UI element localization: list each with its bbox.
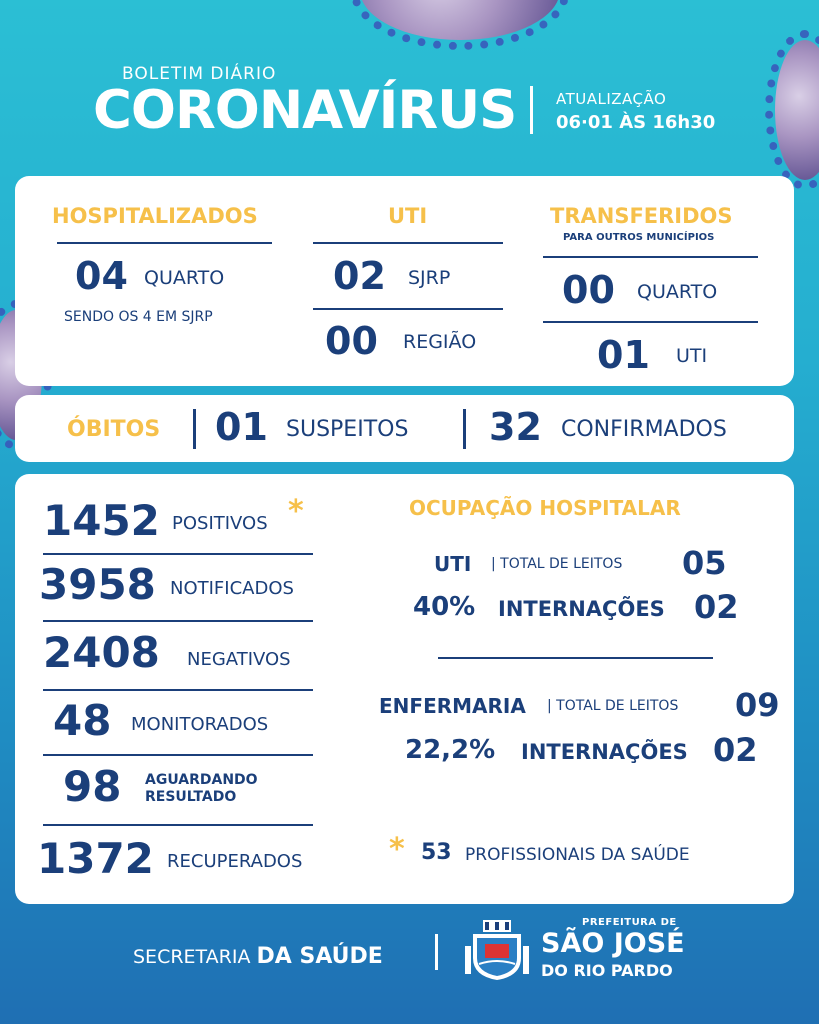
uti-sjrp-count: 02	[333, 254, 386, 298]
hospital-status-card	[15, 176, 794, 386]
uti-region-label: REGIÃO	[403, 331, 477, 353]
occupancy-ward-intern: 02	[713, 731, 758, 769]
footer-department	[133, 944, 383, 969]
stats-divider-1	[43, 553, 313, 555]
hospitalized-count: 04	[75, 254, 128, 298]
occupancy-divider	[438, 657, 713, 659]
update-label: ATUALIZAÇÃO	[556, 90, 667, 108]
bulletin-label: BOLETIM DIÁRIO	[122, 64, 277, 84]
awaiting-label-1: AGUARDANDO	[145, 772, 258, 788]
hospitalized-title: HOSPITALIZADOS	[52, 204, 258, 228]
uti-region-count: 00	[325, 319, 378, 363]
occupancy-ward-total-label: | TOTAL DE LEITOS	[547, 698, 679, 714]
occupancy-title: OCUPAÇÃO HOSPITALAR	[409, 496, 681, 520]
occupancy-ward-total: 09	[735, 686, 780, 724]
awaiting-value: 98	[63, 762, 122, 811]
stats-divider-4	[43, 754, 313, 756]
hospitalized-underline	[57, 242, 272, 244]
deaths-card	[15, 395, 794, 462]
occupancy-uti-intern-label: INTERNAÇÕES	[498, 597, 665, 621]
uti-title: UTI	[388, 204, 428, 228]
transfers-underline-top	[543, 256, 758, 258]
monitored-value: 48	[53, 696, 112, 745]
deaths-title: ÓBITOS	[67, 417, 161, 442]
deaths-suspected-label: SUSPEITOS	[286, 417, 409, 442]
prefecture-label: PREFEITURA DE	[582, 917, 677, 928]
transfers-uti-label: UTI	[676, 345, 708, 367]
occupancy-uti-total-label: | TOTAL DE LEITOS	[491, 556, 623, 572]
occupancy-uti-label: UTI	[434, 552, 472, 576]
recovered-value: 1372	[37, 834, 154, 883]
occupancy-uti-total: 05	[682, 544, 727, 582]
hospitalized-unit: QUARTO	[144, 267, 225, 289]
header	[0, 0, 819, 175]
health-workers-count: 53	[421, 840, 452, 865]
transfers-title: TRANSFERIDOS	[550, 204, 733, 228]
deaths-confirmed-count: 32	[489, 405, 542, 449]
notified-value: 3958	[39, 560, 156, 609]
stats-divider-5	[43, 824, 313, 826]
occupancy-ward-intern-label: INTERNAÇÕES	[521, 740, 688, 764]
statistics-card	[15, 474, 794, 904]
deaths-divider-1	[193, 409, 196, 449]
transfers-subtitle: PARA OUTROS MUNICÍPIOS	[563, 232, 715, 243]
header-divider	[530, 86, 533, 134]
stats-divider-3	[43, 689, 313, 691]
uti-sjrp-label: SJRP	[408, 267, 451, 289]
footer-divider	[435, 934, 438, 970]
deaths-suspected-count: 01	[215, 405, 268, 449]
recovered-label: RECUPERADOS	[167, 851, 303, 872]
page-title: CORONAVÍRUS	[93, 80, 517, 141]
notified-label: NOTIFICADOS	[170, 578, 294, 599]
occupancy-ward-pct: 22,2%	[405, 735, 496, 765]
hospitalized-note: SENDO OS 4 EM SJRP	[64, 309, 213, 325]
transfers-room-label: QUARTO	[637, 281, 718, 303]
health-workers-label: PROFISSIONAIS DA SAÚDE	[465, 845, 690, 865]
deaths-divider-2	[463, 409, 466, 449]
transfers-room-count: 00	[562, 268, 615, 312]
transfers-uti-count: 01	[597, 333, 650, 377]
uti-underline-top	[313, 242, 503, 244]
city-name-line-2: DO RIO PARDO	[541, 961, 673, 980]
update-date: 06·01 ÀS 16h30	[556, 112, 716, 133]
negatives-label: NEGATIVOS	[187, 649, 291, 670]
footer-secretaria: SECRETARIA	[133, 946, 251, 968]
footer-da-saude: DA SAÚDE	[256, 944, 383, 969]
positives-asterisk: *	[288, 494, 304, 529]
occupancy-ward-label: ENFERMARIA	[379, 694, 526, 718]
uti-underline-mid	[313, 308, 503, 310]
health-workers-asterisk: *	[389, 832, 405, 867]
occupancy-uti-pct: 40%	[413, 592, 476, 622]
positives-label: POSITIVOS	[172, 513, 268, 534]
monitored-label: MONITORADOS	[131, 714, 269, 735]
deaths-confirmed-label: CONFIRMADOS	[561, 417, 727, 442]
occupancy-uti-intern: 02	[694, 588, 739, 626]
awaiting-label-2: RESULTADO	[145, 789, 237, 805]
city-crest-icon	[463, 918, 531, 982]
city-name-line-1: SÃO JOSÉ	[541, 928, 685, 959]
negatives-value: 2408	[43, 628, 160, 677]
transfers-underline-mid	[543, 321, 758, 323]
positives-value: 1452	[43, 496, 160, 545]
stats-divider-2	[43, 620, 313, 622]
